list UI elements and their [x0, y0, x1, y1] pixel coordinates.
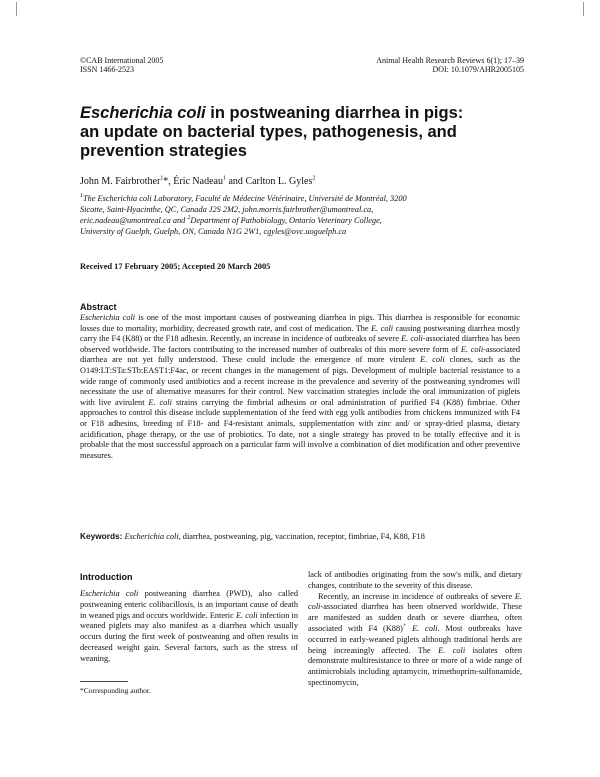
author-3-sup: 2: [312, 175, 316, 182]
affil-and: and: [170, 216, 188, 225]
intro-it: E. coli: [308, 591, 522, 612]
intro-it: E. coli: [438, 645, 466, 655]
author-2-sup: 1: [222, 175, 226, 182]
crop-mark-left: [2, 2, 17, 16]
title-line1: in postweaning diarrhea in pigs:: [205, 104, 464, 122]
abs-text: is one of the most important causes of postweaning diarrhea in pigs. This diarrhea is responsible for economic losses due to mortality, morbidity, decreased growth rate, and cost of medication. The: [80, 313, 520, 333]
introduction-heading: Introduction: [80, 572, 133, 582]
crop-mark-right: [583, 2, 598, 16]
keywords-italic: Escherichia coli: [124, 532, 179, 541]
received-dates: Received 17 February 2005; Accepted 20 March 2005: [80, 262, 271, 271]
intro-text: isolates often demonstrate multiresistance to three or more of a wide range of antimicrobials including apramycin, trimethoprim-sulfonamide, spectinomycin,: [308, 645, 522, 687]
title-italic: Escherichia coli: [80, 104, 206, 122]
intro-text: postweaning diarrhea (PWD), also called postweaning enteric colibacillosis, is an important cause of death in weaned pigs and occurs worldwide. Enteric: [80, 589, 298, 620]
article-title: [80, 104, 520, 161]
author-3: Carlton L. Gyles: [245, 176, 313, 187]
affil-email-2: eric.nadeau@umontreal.ca: [80, 216, 171, 225]
authors: [80, 176, 315, 188]
abstract-heading: Abstract: [80, 302, 117, 312]
intro-it: E. coli: [406, 623, 438, 633]
affil-line-1: The Escherichia coli Laboratory, Faculté de Médecine Vétérinaire, Université de Montréal, 3200: [83, 194, 407, 203]
abs-it: Escherichia coli: [80, 313, 136, 322]
abs-it: E. coli: [401, 334, 423, 344]
authors-and: and: [225, 176, 246, 187]
abs-text: -associated diarrhea are not yet fully understood. These could include the emergence of more virulent: [80, 344, 520, 365]
column-right: [308, 570, 522, 689]
abs-it: E. coli: [460, 344, 484, 354]
author-1-star: *,: [163, 176, 174, 187]
issn: ISSN 1466-2523: [80, 65, 135, 74]
doi: DOI: 10.1079/AHR2005105: [432, 65, 524, 74]
affil-2-sup: 2: [187, 215, 191, 222]
abstract-body: [80, 313, 520, 461]
abs-it: E. coli: [148, 397, 172, 407]
copyright: ©CAB International 2005: [80, 56, 164, 65]
intro-it: E. coli: [235, 610, 258, 620]
intro-text: Recently, an increase in incidence of outbreaks of severe: [318, 591, 515, 601]
abs-text: causing postweaning diarrhea mostly carry the F4 (K88) or the F18 adhesin. Recently, an increase in incidence of outbreaks of severe: [80, 323, 520, 344]
abs-text: strains carrying the fimbrial adhesins or oral administration of purified F4 (K88) fimbriae. Other approaches to control this disease include supplementation of the feed with egg yolk antibodies from chickens immunized with F4 or F18 adhesins, breeding of F18- and F4-resistant animals, supplementation with zinc and/ or spray-dried plasma, dietary acidification, phage therapy, or the use of probiotics. To date, not a single strategy has proved to be totally effective and it is probable that the most successful approach on a particular farm will involve a combination of diet modification and other preventive measures.: [80, 397, 520, 460]
footnote-rule: [80, 681, 128, 682]
affil-line-3: Department of Pathobiology, Ontario Veterinary College,: [190, 216, 382, 225]
author-2: Éric Nadeau: [173, 176, 223, 187]
journal-header-right: [376, 56, 524, 74]
intro-it: Escherichia coli: [80, 589, 139, 598]
title-line3: prevention strategies: [80, 142, 247, 160]
abs-it: E. coli: [420, 355, 445, 365]
intro-text: . Most outbreaks have occurred in early-weaned piglets although traditional herds are being increasingly affected. The: [308, 623, 522, 655]
keywords-list: , diarrhea, postweaning, pig, vaccination, receptor, fimbriae, F4, K88, F18: [178, 532, 425, 541]
author-1-sup: 1: [160, 175, 164, 182]
column-left: [80, 589, 298, 665]
intro-text: -associated diarrhea has been observed worldwide. These are manifested as sudden death or severe diarrhea, often associated with F4 (K88): [308, 602, 522, 633]
intro-sup: +: [402, 623, 407, 630]
keywords: [80, 531, 520, 542]
intro-text: infection in weaned piglets may also manifest as a diarrhea which usually occurs during the first week of postweaning and often results in decreased weight gain. Several factors, such as the stress of weaning,: [80, 610, 298, 663]
author-1: John M. Fairbrother: [80, 176, 161, 187]
abs-text: -associated diarrhea has been observed worldwide. The factors contributing to the increased number of outbreaks of this more severe form of: [80, 334, 520, 354]
intro-cont: lack of antibodies originating from the sow's milk, and dietary changes, contribute to the severity of this disease.: [308, 570, 522, 590]
journal-citation: Animal Health Research Reviews 6(1); 17–39: [376, 56, 524, 65]
abs-it: E. coli: [371, 323, 394, 333]
affil-line-4: University of Guelph, Guelph, ON, Canada N1G 2W1, cgyles@ovc.uoguelph.ca: [80, 227, 347, 236]
title-line2: an update on bacterial types, pathogenesis, and: [80, 123, 457, 141]
affil-line-2: Sicotte, Saint-Hyacinthe, QC, Canada J2S 2M2, john.morris.fairbrother@umontreal.ca,: [80, 205, 374, 214]
abs-text: clones, such as the O149:LT:STa:STb:EAST1:F4ac, or recent changes in the management of pigs. Development of multiple bacterial resistance to a wide range of commonly used antibiotics and a recent increase in the prevalence and severity of the postweaning syndromes will necessitate the use of alternative measures for their control. New vaccination strategies include the oral immunization of piglets with live avirulent: [80, 355, 521, 407]
footnote: *Corresponding author.: [80, 686, 151, 695]
affil-1-sup: 1: [80, 193, 83, 200]
affiliations: [80, 193, 500, 237]
journal-header-left: [80, 56, 163, 74]
keywords-label: Keywords:: [80, 531, 123, 541]
